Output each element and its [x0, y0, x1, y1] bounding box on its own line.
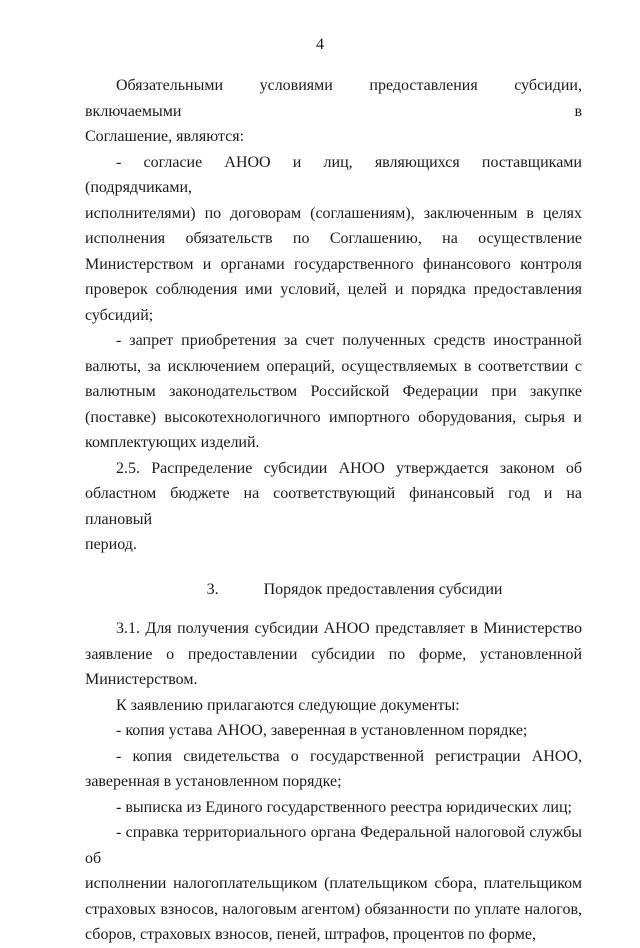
paragraph-consent [85, 150, 582, 329]
paragraph-obligatory-conditions [85, 73, 582, 150]
section-heading [85, 577, 582, 603]
text-line: валютным законодательством Российской Федерации при закупке [85, 383, 582, 400]
section-number: 3. [206, 580, 219, 598]
text-line: - справка территориального органа Федеральной налоговой службы об [85, 824, 582, 867]
text-line: период. [85, 536, 137, 553]
page-number: 4 [316, 36, 324, 53]
text-line: комплектующих изделий. [85, 434, 260, 451]
text-line: - копия устава АНОО, заверенная в установленном порядке; [116, 722, 528, 739]
text-line: исполнении налогоплательщиком (плательщиком сбора, плательщиком [85, 875, 582, 892]
page-content [85, 73, 582, 948]
text-line: Министерством и органами государственного финансового контроля [85, 255, 582, 273]
text-line: 3.1. Для получения субсидии АНОО представляет в Министерство [116, 620, 582, 637]
section-title: Порядок предоставления субсидии [263, 580, 503, 598]
text-line: валюты, за исключением операций, осуществляемых в соответствии с [85, 357, 582, 375]
paragraph-distribution [85, 456, 582, 558]
text-line: исполнителями) по договорам (соглашениям), заключенным в целях [85, 204, 582, 222]
paragraphs-before-heading [85, 73, 582, 558]
text-line: - выписка из Единого государственного реестра юридических лиц; [116, 798, 572, 816]
paragraphs-after-heading [85, 616, 582, 948]
text-line: областном бюджете на соответствующий финансовый год и на плановый [85, 485, 582, 528]
paragraph-documents-intro [85, 693, 582, 719]
text-line: 2.5. Распределение субсидии АНОО утверждается законом об [116, 459, 582, 477]
paragraph-application [85, 616, 582, 693]
paragraph-doc-register-extract [85, 795, 582, 821]
text-line: страховых взносов, налоговым агентом) обязанности по уплате налогов, [85, 900, 582, 918]
text-line: заявление о предоставлении субсидии по форме, установленной [85, 645, 582, 663]
text-line: Соглашение, являются: [85, 128, 245, 145]
paragraph-doc-charter [85, 718, 582, 744]
paragraph-doc-registration [85, 744, 582, 795]
text-line: - запрет приобретения за счет полученных средств иностранной [116, 332, 582, 349]
text-line: (поставке) высокотехнологичного импортного оборудования, сырья и [85, 408, 582, 426]
text-line: Министерством. [85, 671, 198, 688]
text-line: Обязательными условиями предоставления субсидии, включаемыми в [85, 77, 582, 120]
text-line: субсидий; [85, 306, 154, 324]
text-line: сборов, страховых взносов, пеней, штрафов, процентов по форме, [85, 926, 537, 943]
text-line: исполнения обязательств по Соглашению, на осуществление [85, 230, 582, 247]
text-line: К заявлению прилагаются следующие документы: [116, 696, 460, 714]
text-line: - копия свидетельства о государственной регистрации АНОО, [116, 747, 582, 765]
paragraph-currency-ban [85, 328, 582, 456]
text-line: заверенная в установленном порядке; [85, 773, 342, 790]
text-line: проверок соблюдения ими условий, целей и порядка предоставления [85, 281, 582, 298]
paragraph-doc-tax-certificate [85, 820, 582, 948]
text-line: - согласие АНОО и лиц, являющихся поставщиками (подрядчиками, [85, 153, 582, 196]
